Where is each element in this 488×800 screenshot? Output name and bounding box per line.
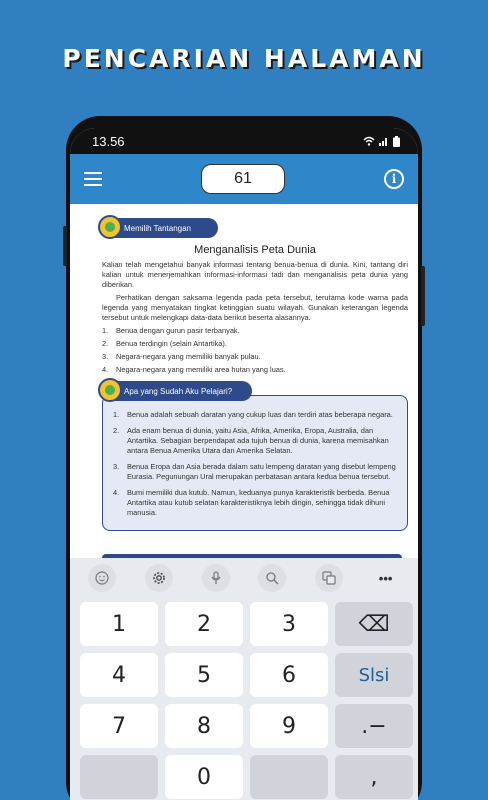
info-icon[interactable]: i	[384, 169, 404, 189]
key-9[interactable]: 9	[250, 704, 328, 748]
clipboard-translate-icon[interactable]	[315, 564, 343, 592]
wifi-icon	[363, 136, 375, 146]
key-0[interactable]: 0	[165, 755, 243, 799]
volume-button	[63, 226, 67, 266]
next-section-bar	[102, 554, 402, 558]
list-item: 4. Bumi memiliki dua kutub. Namun, keduanya punya karakteristik berbeda. Benua Antartika atau kutub selatan karakteristiknya lebih dingin, sehingga tidak dihuni manusia.	[113, 488, 390, 517]
backspace-key[interactable]: ⌫	[335, 602, 413, 646]
done-key[interactable]: Slsi	[335, 653, 413, 697]
section-label: Memilih Tantangan	[124, 223, 192, 233]
badge-icon	[98, 378, 122, 402]
key-6[interactable]: 6	[250, 653, 328, 697]
document-page	[70, 204, 418, 558]
emoji-icon[interactable]	[88, 564, 116, 592]
section-label-pill	[102, 218, 218, 238]
list-item: 4. Negara-negara yang memiliki area hutan yang luas.	[102, 365, 286, 374]
blank-key	[250, 755, 328, 799]
phone-frame	[66, 116, 422, 800]
battery-icon	[393, 136, 400, 147]
keyboard-toolbar	[70, 558, 418, 598]
page-number-input[interactable]: 61	[201, 164, 285, 194]
key-5[interactable]: 5	[165, 653, 243, 697]
list-item: 3. Negara-negara yang memiliki banyak pulau.	[102, 352, 261, 361]
key-3[interactable]: 3	[250, 602, 328, 646]
comma-key[interactable]: ,	[335, 755, 413, 799]
numeric-keyboard	[70, 558, 418, 800]
document-title: Menganalisis Peta Dunia	[194, 244, 316, 256]
summary-label-pill	[102, 381, 252, 401]
summary-label: Apa yang Sudah Aku Pelajari?	[124, 386, 233, 396]
menu-icon[interactable]	[84, 168, 102, 190]
power-button	[421, 266, 425, 326]
key-8[interactable]: 8	[165, 704, 243, 748]
more-icon[interactable]: •••	[378, 570, 393, 586]
key-2[interactable]: 2	[165, 602, 243, 646]
app-bar	[70, 154, 418, 204]
search-icon[interactable]	[258, 564, 286, 592]
promo-title: PENCARIAN HALAMAN	[62, 44, 426, 73]
task-list	[102, 326, 408, 375]
status-icons	[363, 136, 400, 147]
list-item: 2. Benua terdingin (selain Antartika).	[102, 339, 227, 348]
status-bar	[70, 128, 418, 154]
list-item: 3. Benua Eropa dan Asia berada dalam satu lempeng daratan yang disebut lempeng Eurasia. Pegunungan Ural merupakan perbatasan antara kedua benua tersebut.	[113, 462, 396, 481]
gear-badge-icon	[98, 215, 122, 239]
summary-box	[102, 395, 408, 531]
settings-icon[interactable]	[145, 564, 173, 592]
key-1[interactable]: 1	[80, 602, 158, 646]
screen	[70, 128, 418, 800]
instruction-paragraph: Perhatikan dengan saksama legenda pada peta tersebut, terutama kode warna pada legenda yang menyatakan tingkat ketinggian suatu wilayah. Gunakan keterangan legenda tersebut untuk melengkapi data-data berikut beserta alasannya.	[102, 293, 408, 322]
list-item: 2. Ada enam benua di dunia, yaitu Asia, Afrika, Amerika, Eropa, Australia, dan Antartika. Sebagian berpendapat ada tujuh benua di dunia, karena memisahkan antara Benua Amerika Utara dan Amerika Selatan.	[113, 426, 389, 455]
list-item: 1. Benua adalah sebuah daratan yang cukup luas dan terdiri atas beberapa negara.	[113, 410, 393, 419]
key-4[interactable]: 4	[80, 653, 158, 697]
key-7[interactable]: 7	[80, 704, 158, 748]
intro-paragraph: Kalian telah mengetahui banyak informasi tentang benua-benua di dunia. Kini, tantang diri kalian untuk menerjemahkan informasi-informasi tadi dan menganalisis peta dunia yang diberikan.	[102, 260, 408, 289]
status-time: 13.56	[92, 133, 125, 149]
blank-key	[80, 755, 158, 799]
summary-list	[113, 410, 397, 518]
signal-icon	[379, 136, 389, 146]
dot-dash-key[interactable]: .−	[335, 704, 413, 748]
key-grid	[70, 598, 418, 799]
microphone-icon[interactable]	[202, 564, 230, 592]
list-item: 1. Benua dengan gurun pasir terbanyak.	[102, 326, 240, 335]
